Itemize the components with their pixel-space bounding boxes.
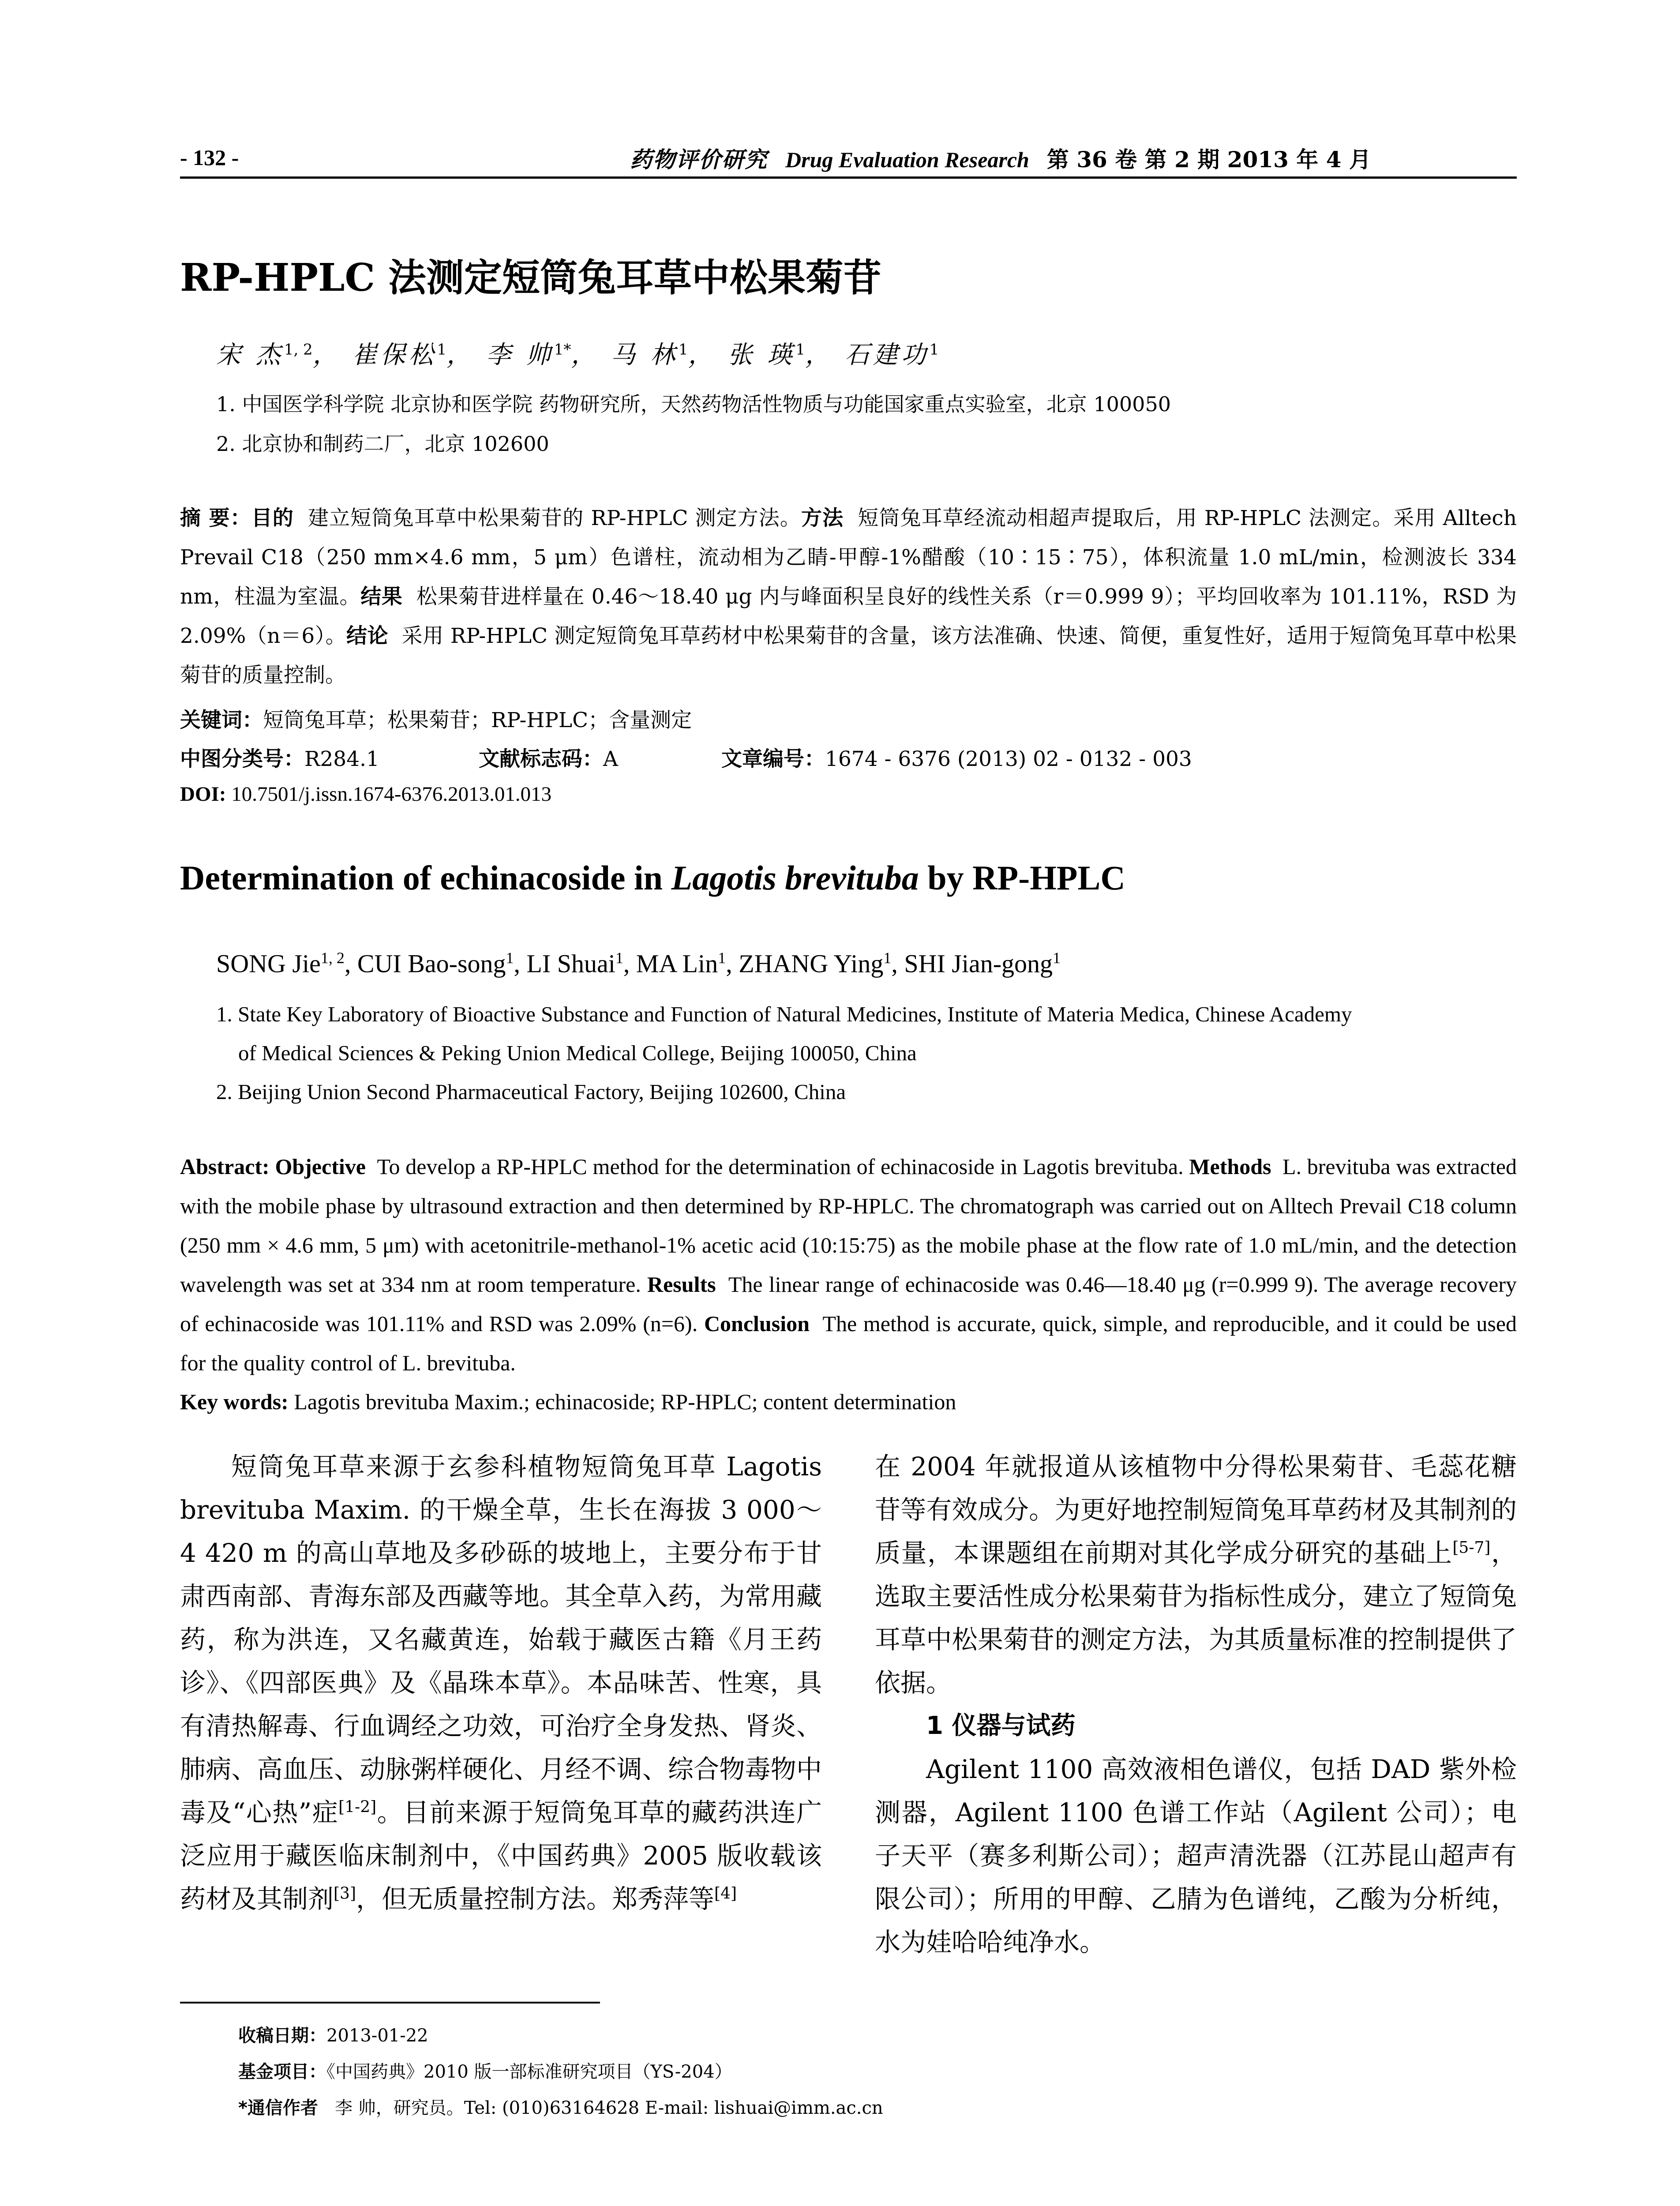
abstract-en-results-label: Results <box>647 1272 716 1297</box>
doi-label: DOI: <box>180 783 226 806</box>
author-sup: 1* <box>554 341 571 359</box>
classification-line <box>180 743 379 772</box>
affiliation-cn-2: 2. 北京协和制药二厂，北京 102600 <box>216 432 549 456</box>
doi-value: 10.7501/j.issn.1674-6376.2013.01.013 <box>231 783 552 806</box>
results-text: 松果菊苷进样量在 0.46～18.40 μg 内与峰面积呈良好的线性关系（r＝0.999 9）；平均回收率为 101.11%，RSD 为 2.09%（n＝6）。 <box>180 585 1517 648</box>
authors-en: SONG Jie$^{1, 2}$, CUI Bao-song$^1$, LI Shuai$^1$, MA Lin$^1$, ZHANG Ying$^1$, SHI Jian-gong$^1$ <box>216 949 1061 978</box>
author-sup: 1 <box>718 949 726 967</box>
body-column-left <box>180 1445 822 1921</box>
author-en: MA Lin <box>636 949 718 978</box>
footnote-funding <box>238 2058 732 2083</box>
body-column-right <box>875 1445 1517 1964</box>
clc-label: 中图分类号： <box>180 747 304 771</box>
citation: [3] <box>334 1884 356 1903</box>
abstract-en-methods: L. brevituba was extracted with the mobile phase by ultrasound extraction and then determined by RP-HPLC. The chromatograph was carried out on Alltech Prevail C18 column (250 mm × 4.6 mm, 5 μm) with acetonitrile-methanol-1% acetic acid (10:15:75) as the mobile phase at the flow rate of 1.0 mL/min, and the detection wavelength was set at 334 nm at room temperature. <box>180 1154 1517 1297</box>
results-label: 结果 <box>360 585 403 609</box>
doc-code-value: A <box>603 747 618 771</box>
doc-code-line <box>479 743 618 772</box>
footnote-label: 基金项目： <box>238 2062 326 2082</box>
article-number-line <box>721 743 1192 772</box>
author-sup: 1 <box>883 949 892 967</box>
footnote-rule <box>180 2002 600 2003</box>
abstract-en-conclusion: The method is accurate, quick, simple, and reproducible, and it could be used for the quality control of L. brevituba. <box>180 1311 1517 1375</box>
page-number: - 132 - <box>180 145 239 170</box>
affiliation-cn-1: 1. 中国医学科学院 北京协和医学院 药物研究所，天然药物活性物质与功能国家重点实验室，北京 100050 <box>216 392 1171 416</box>
footnote-label: *通信作者 <box>238 2098 318 2118</box>
conclusion-text: 采用 RP-HPLC 测定短筒兔耳草药材中松果菊苷的含量，该方法准确、快速、简便，重复性好，适用于短筒兔耳草中松果菊苷的质量控制。 <box>180 624 1517 687</box>
body-text: ，选取主要活性成分松果菊苷为指标性成分，建立了短筒兔耳草中松果菊苷的测定方法，为其质量标准的控制提供了依据。 <box>875 1538 1517 1698</box>
journal-issue: 第 36 卷 第 2 期 2013 年 4 月 <box>1046 146 1371 173</box>
footnote-text: 《中国药典》2010 版一部标准研究项目（YS-204） <box>326 2062 732 2082</box>
author-cn: 崔保松 <box>352 341 437 369</box>
body-text: ，但无质量控制方法。郑秀萍等 <box>356 1884 715 1914</box>
conclusion-label: 结论 <box>346 624 388 648</box>
abstract-en-conclusion-label: Conclusion <box>704 1311 810 1336</box>
author-en: ZHANG Ying <box>739 949 884 978</box>
header-rule <box>180 176 1517 179</box>
title-en-part: by RP-HPLC <box>919 859 1125 897</box>
methods-text: 短筒兔耳草经流动相超声提取后，用 RP-HPLC 法测定。采用 Alltech Prevail C18（250 mm×4.6 mm，5 μm）色谱柱，流动相为乙睛-甲醇-1%醋酸（10∶15∶75），体积流量 1.0 mL/min，检测波长 334 nm，柱温为室温。 <box>180 506 1517 609</box>
affiliation-en-1: 1. State Key Laboratory of Bioactive Substance and Function of Natural Medicines, Institute of Materia Medica, Chinese Academy <box>216 1002 1352 1026</box>
affiliation-en-1-cont: of Medical Sciences & Peking Union Medical College, Beijing 100050, China <box>238 1041 917 1065</box>
abstract-en-objective: To develop a RP-HPLC method for the determination of echinacoside in Lagotis brevituba. <box>377 1154 1184 1179</box>
author-en: SONG Jie <box>216 949 321 978</box>
clc-value: R284.1 <box>304 747 379 771</box>
abstract-cn <box>180 499 1517 695</box>
keywords-text: 短筒兔耳草；松果菊苷；RP-HPLC；含量测定 <box>263 708 692 732</box>
author-sup: 1, 2 <box>320 949 345 967</box>
affiliation-en-2: 2. Beijing Union Second Pharmaceutical Factory, Beijing 102600, China <box>216 1080 846 1104</box>
footnote-received <box>238 2022 428 2047</box>
methods-label: 方法 <box>801 506 844 530</box>
keywords-label: 关键词： <box>180 708 263 732</box>
abstract-en-results: The linear range of echinacoside was 0.46—18.40 μg (r=0.999 9). The average recovery of echinacoside was 101.11% and RSD was 2.09% (n=6). <box>180 1272 1517 1336</box>
body-text: 短筒兔耳草来源于玄参科植物短筒兔耳草 Lagotis brevituba Maxim. 的干燥全草，生长在海拔 3 000～4 420 m 的高山草地及多砂砾的坡地上，主要分布于甘肃西南部、青海东部及西藏等地。其全草入药，为常用藏药，称为洪连，又名藏黄连，始载于藏医古籍《月王药诊》、《四部医典》及《晶珠本草》。本品味苦、性寒，具有清热解毒、行血调经之功效，可治疗全身发热、肾炎、肺病、高血压、动脉粥样硬化、月经不调、综合物毒物中毒及“心热”症 <box>180 1452 822 1827</box>
author-cn: 李 帅 <box>486 341 554 369</box>
abstract-en <box>180 1147 1517 1383</box>
author-sup: 1 <box>437 341 447 359</box>
title-en-part: Determination of echinacoside in <box>180 859 671 897</box>
author-cn: 张 瑛 <box>728 341 796 369</box>
keywords-en <box>180 1389 956 1414</box>
footnote-label: 收稿日期： <box>238 2026 326 2046</box>
author-cn: 石建功 <box>844 341 930 369</box>
author-en: SHI Jian-gong <box>904 949 1053 978</box>
section-heading: 1 仪器与试药 <box>926 1711 1076 1740</box>
journal-name-en: Drug Evaluation Research <box>785 147 1029 172</box>
author-en: CUI Bao-song <box>357 949 506 978</box>
body-paragraph <box>875 1445 1517 1704</box>
citation: [5-7] <box>1452 1538 1491 1557</box>
keywords-en-label: Key words: <box>180 1389 289 1414</box>
author-sup: 1 <box>506 949 514 967</box>
authors-cn: 宋 杰$^{1, 2}$， 崔保松$^1$， 李 帅$^{1*}$， 马 林$^1$， 张 瑛$^1$， 石建功$^1$ <box>216 341 939 369</box>
body-text: Agilent 1100 高效液相色谱仪，包括 DAD 紫外检测器，Agilent 1100 色谱工作站（Agilent 公司）；电子天平（赛多利斯公司）；超声清洗器（江苏昆山超声有限公司）；所用的甲醇、乙腈为色谱纯，乙酸为分析纯，水为娃哈哈纯净水。 <box>875 1754 1517 1957</box>
doc-code-label: 文献标志码： <box>479 747 603 771</box>
author-cn: 马 林 <box>611 341 679 369</box>
body-paragraph <box>875 1748 1517 1964</box>
body-text: 。目前来源于短筒兔耳草的藏药洪连广泛应用于藏医临床制剂中，《中国药典》2005 版收载该药材及其制剂 <box>180 1797 822 1914</box>
footnote-correspondence <box>238 2094 883 2119</box>
keywords-cn <box>180 704 692 733</box>
author-sup: 1 <box>615 949 623 967</box>
doi-line <box>180 782 551 806</box>
title-en-species: Lagotis brevituba <box>671 859 919 897</box>
author-en: LI Shuai <box>526 949 615 978</box>
abstract-en-label: Abstract: Objective <box>180 1154 366 1179</box>
body-text: 在 2004 年就报道从该植物中分得松果菊苷、毛蕊花糖苷等有效成分。为更好地控制短筒兔耳草药材及其制剂的质量，本课题组在前期对其化学成分研究的基础上 <box>875 1452 1517 1568</box>
footnote-text: 李 帅，研究员。Tel: (010)63164628 E-mail: lishuai@imm.ac.cn <box>335 2098 883 2118</box>
title-en <box>180 858 1125 898</box>
journal-logo: 药物评价研究 <box>630 146 768 173</box>
abstract-en-methods-label: Methods <box>1189 1154 1271 1179</box>
body-paragraph <box>180 1445 822 1921</box>
author-sup: 1 <box>929 341 939 359</box>
article-number-label: 文章编号： <box>721 747 825 771</box>
citation: [1-2] <box>338 1798 377 1816</box>
journal-info <box>630 142 1371 174</box>
citation: [4] <box>714 1884 737 1903</box>
author-sup: 1 <box>795 341 805 359</box>
objective-text: 建立短筒兔耳草中松果菊苷的 RP-HPLC 测定方法。 <box>308 506 801 530</box>
author-sup: 1, 2 <box>284 341 313 359</box>
footnote-text: 2013-01-22 <box>326 2026 428 2046</box>
author-sup: 1 <box>679 341 688 359</box>
author-sup: 1 <box>1053 949 1061 967</box>
running-header <box>180 140 1517 176</box>
objective-label: 目的 <box>251 506 294 530</box>
article-number-value: 1674 - 6376 (2013) 02 - 0132 - 003 <box>825 747 1192 771</box>
keywords-en-text: Lagotis brevituba Maxim.; echinacoside; RP-HPLC; content determination <box>294 1389 956 1414</box>
abstract-label: 摘 要： <box>180 506 251 530</box>
author-cn: 宋 杰 <box>216 341 284 369</box>
title-cn: RP-HPLC 法测定短筒兔耳草中松果菊苷 <box>180 255 881 300</box>
